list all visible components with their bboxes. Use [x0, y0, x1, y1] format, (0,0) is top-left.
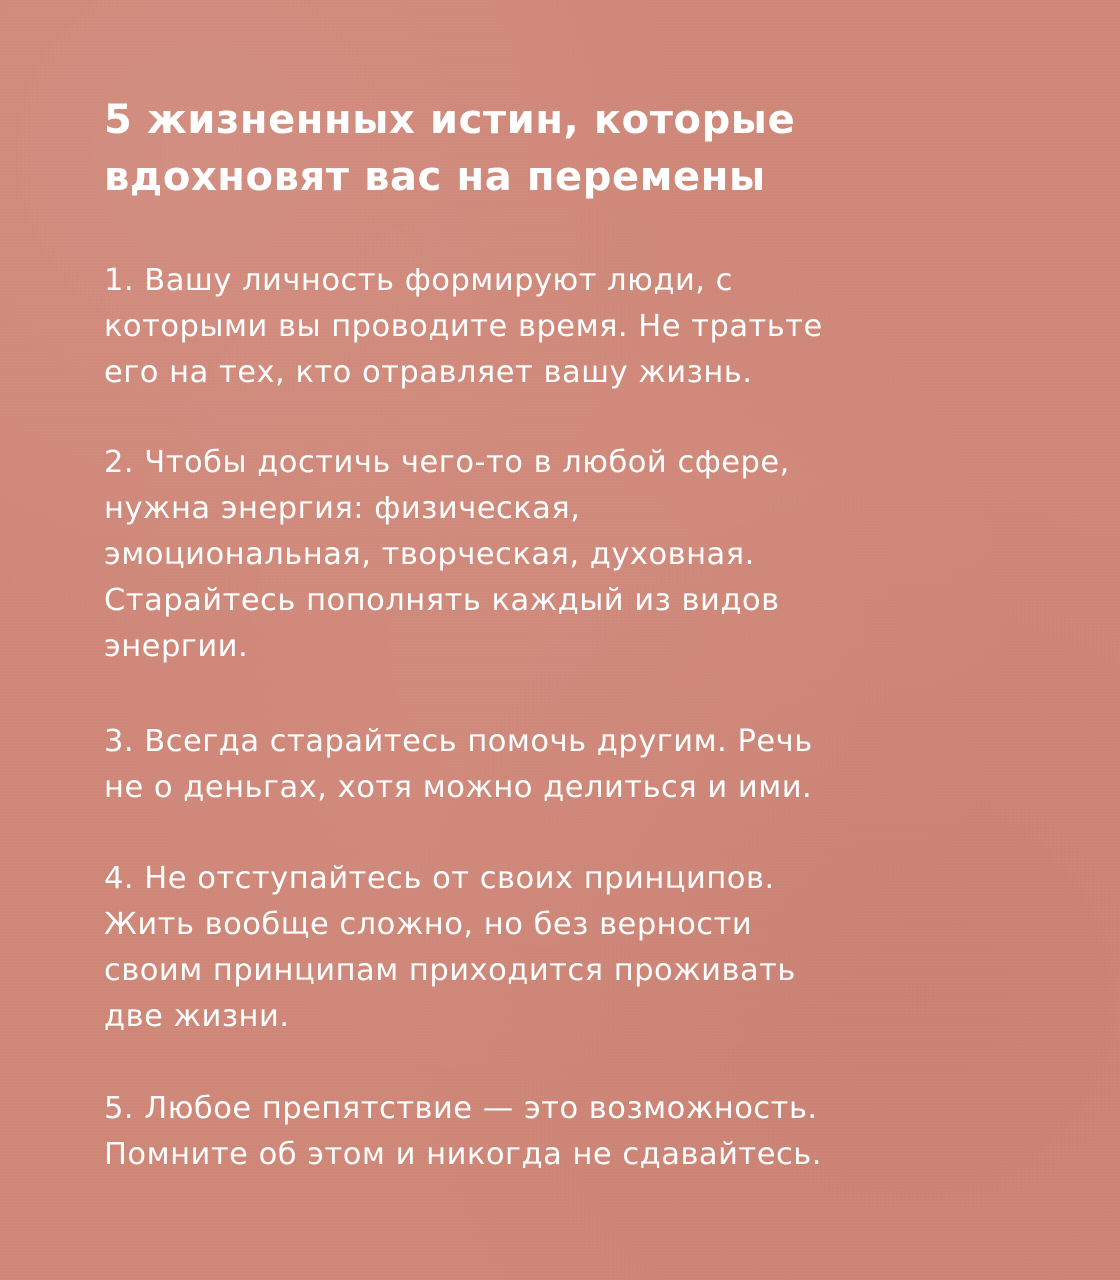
truth-line: 1. Вашу личность формируют люди, с: [104, 263, 733, 298]
truth-line: его на тех, кто отравляет вашу жизнь.: [104, 355, 753, 390]
truth-item-1: [104, 258, 1034, 396]
truth-line: 3. Всегда старайтесь помочь другим. Речь: [104, 724, 813, 759]
truth-line: не о деньгах, хотя можно делиться и ими.: [104, 770, 813, 805]
truth-item-2: [104, 440, 1034, 670]
truth-line: своим принципам приходится проживать: [104, 953, 796, 988]
title-line: вдохновят вас на перемены: [104, 154, 766, 200]
title-line: 5 жизненных истин, которые: [104, 97, 796, 143]
truth-line: Старайтесь пополнять каждый из видов: [104, 583, 780, 618]
truth-line: 2. Чтобы достичь чего-то в любой сфере,: [104, 445, 790, 480]
truth-line: 4. Не отступайтесь от своих принципов.: [104, 861, 775, 896]
page-title: [104, 92, 984, 206]
truth-line: 5. Любое препятствие — это возможность.: [104, 1091, 818, 1126]
truth-item-4: [104, 856, 1034, 1040]
truth-line: энергии.: [104, 629, 249, 664]
truth-line: которыми вы проводите время. Не тратьте: [104, 309, 823, 344]
truth-line: две жизни.: [104, 999, 290, 1034]
truth-item-3: [104, 719, 1034, 811]
truth-line: нужна энергия: физическая,: [104, 491, 581, 526]
truth-line: эмоциональная, творческая, духовная.: [104, 537, 755, 572]
truth-line: Жить вообще сложно, но без верности: [104, 907, 753, 942]
truth-item-5: [104, 1086, 1034, 1178]
truth-line: Помните об этом и никогда не сдавайтесь.: [104, 1137, 822, 1172]
